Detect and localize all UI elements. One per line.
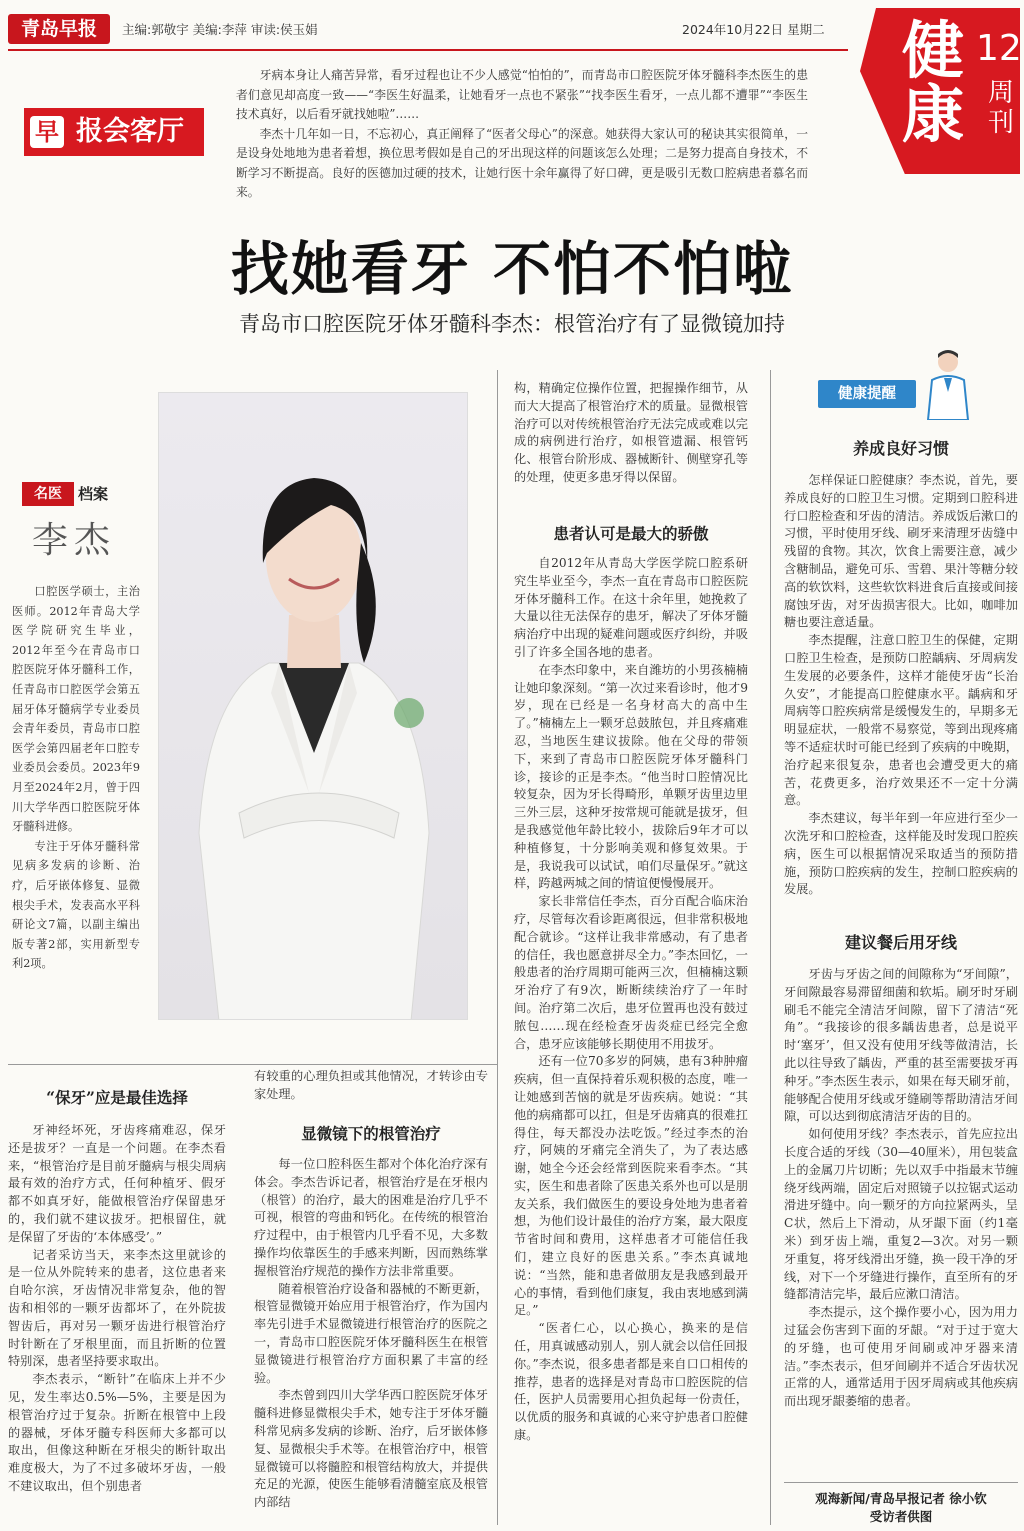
tips-paragraph: 怎样保证口腔健康？李杰说，首先，要养成良好的口腔卫生习惯。定期到口腔科进行口腔检查和牙齿的清洁。养成饭后漱口的习惯，平时使用牙线、刷牙来清理牙齿缝中残留的食物。其次，饮食上需要注意，减少含糖制品，避免可乐、雪碧、果汁等糖分较高的软饮料，这些软饮料进食后直接或间接腐蚀牙齿，对牙齿损害很大。比如，咖啡加糖也要注意适量。 [784, 473, 1018, 630]
newspaper-logo: 青岛早报 [8, 14, 110, 44]
article-column-2 [254, 1156, 488, 1512]
weekly-label: 周刊 [987, 78, 1014, 138]
column-divider [770, 370, 771, 1525]
section-divider [8, 1064, 498, 1065]
health-tips-label: 健康提醒 [818, 380, 916, 408]
subheadline: 青岛市口腔医院牙体牙髓科李杰：根管治疗有了显微镜加持 [239, 312, 785, 336]
article-paragraph: 自2012年从青岛大学医学院口腔系研究生毕业至今，李杰一直在青岛市口腔医院牙体牙髓科工作。在这十余年里，她挽救了大量以往无法保存的患牙，解决了牙体牙髓病治疗中出现的疑难问题或医疗纠纷，并吸引了许多全国各地的患者。 [514, 556, 748, 659]
doctor-portrait-photo [158, 392, 468, 1020]
bio-tag-primary: 名医 [22, 482, 74, 506]
tips-paragraph: 李杰提醒，注意口腔卫生的保健，定期口腔卫生检查，是预防口腔龋病、牙周病发生发展的必要条件，这样才能使牙齿“长治久安”，才能提高口腔健康水平。龋病和牙周病等口腔疾病常是缓慢发生的，早期多无明显症状，一般常不易察觉，等到出现疼痛等不适症状时可能已经到了疾病的中晚期，治疗起来很复杂，患者也会遭受更大的痛苦，花费更多，治疗效果还不一定十分满意。 [784, 633, 1018, 808]
bio-paragraph: 专注于牙体牙髓科常见病多发病的诊断、治疗，后牙嵌体修复、显微根尖手术，发表高水平科研论文7篇，以副主编出版专著2部，实用新型专利2项。 [12, 839, 140, 971]
article-column-3-lead [514, 380, 748, 487]
intro-paragraph: 牙病本身让人痛苦异常，看牙过程也让不少人感觉“怕怕的”，而青岛市口腔医院牙体牙髓科李杰医生的患者们意见却高度一致——“李医生好温柔，让她看牙一点也不紧张”“找李医生看牙，一点儿都不遭罪”“李医生技术真好，以后看牙就找她啦”…… [236, 68, 808, 121]
section-title-keep-tooth: “保牙”应是最佳选择 [46, 1088, 188, 1107]
column-badge-mark: 早 [30, 116, 64, 148]
article-paragraph: 李杰表示，“断针”在临床上并不少见，发生率达0.5%—5%，主要是因为根管治疗过于复杂。折断在根管中上段的器械，牙体牙髓专科医师大多都可以取出，但像这种断在牙根尖的断针取出难度极大，为了不过多破坏牙齿，一般不建议取出，但个别患者 [8, 1372, 226, 1493]
tips-paragraph: 牙齿与牙齿之间的间隙称为“牙间隙”，牙间隙最容易滞留细菌和软垢。刷牙时牙刷刷毛不能完全清洁牙间隙，留下了清洁“死角”。“我接诊的很多龋齿患者，总是说平时‘塞牙’，但又没有使用牙线等做清洁，长此以往导致了龋齿，严重的甚至需要拔牙再种牙。”李杰医生表示，如果在每天刷牙前，能够配合使用牙线或牙缝刷等帮助清洁牙间隙，可以达到彻底清洁牙齿的目的。 [784, 967, 1018, 1124]
intro-paragraph: 李杰十几年如一日，不忘初心，真正阐释了“医者父母心”的深意。她获得大家认可的秘诀其实很简单，一是设身处地地为患者着想，换位思考假如是自己的牙出现这样的问题该怎么处理；二是努力提高自身技术，不断学习不断提高。良好的医德加过硬的技术，让她行医十余年赢得了好口碑，更是吸引无数口腔病患者慕名而来。 [236, 126, 808, 199]
issue-date: 2024年10月22日 星期二 [682, 22, 825, 37]
headline: 找她看牙 不怕不怕啦 [230, 235, 794, 303]
doctor-name: 李杰 [32, 520, 117, 561]
column-divider [497, 370, 498, 1525]
bio-text [12, 582, 140, 974]
article-column-2-lead [254, 1068, 488, 1104]
article-paragraph: 李杰曾到四川大学华西口腔医院牙体牙髓科进修显微根尖手术，她专注于牙体牙髓科常见病多发病的诊断、治疗，后牙嵌体修复、显微根尖手术等。在根管治疗中，根管显微镜可以将髓腔和根管结构放大，并提供充足的光源，使医生能够看清髓室底及根管内部结 [254, 1388, 488, 1510]
editor-credits: 主编:郭敬宇 美编:李萍 审读:侯玉娟 [122, 22, 318, 37]
article-paragraph: 还有一位70多岁的阿姨，患有3种肿瘤疾病，但一直保持着乐观积极的态度，唯一让她感到苦恼的就是牙齿疾病。她说：“其他的病痛都可以扛，但是牙齿痛真的很难扛得住，每天都没办法吃饭。”经过李杰的治疗，阿姨的牙痛完全消失了，为了表达感谢，她全今还会经常到医院来看李杰。“其实，医生和患者除了医患关系外也可以是朋友关系，我们做医生的要设身处地为患者着想，为他们设计最佳的治疗方案，最大限度节省时间和费用，这样患者才可能信任我们，建立良好的医患关系。”李杰真诚地说：“当然，能和患者做朋友是我感到最开心的事情，看到他们康复，我由衷地感到满足。” [514, 1054, 748, 1318]
credit-rule [784, 1482, 1018, 1483]
intro-text [236, 66, 808, 203]
article-paragraph: 每一位口腔科医生都对个体化治疗深有体会。李杰告诉记者，根管治疗是在牙根内（根管）的治疗，最大的困难是治疗几乎不可视，根管的弯曲和钙化。在传统的根管治疗过程中，由于根管内几乎看不见，大多数操作均依靠医生的手感来判断，因而熟练掌握根管治疗规范的操作方法非常重要。 [254, 1157, 488, 1278]
article-paragraph: 有较重的心理负担或其他情况，才转诊由专家处理。 [254, 1069, 488, 1101]
article-paragraph: 家长非常信任李杰，百分百配合临床治疗，尽管每次看诊距离很远，但非常积极地配合就诊。“这样让我非常感动，有了患者的信任，我也愿意拼尽全力。”李杰回忆，一般患者的治疗周期可能两三次，但楠楠这颗牙治疗了有9次，断断续续治疗了一年时间。治疗第二次后，患牙位置再也没有鼓过脓包……现在经检查牙齿炎症已经完全愈合，患牙应该能够长期使用不用拔牙。 [514, 894, 748, 1051]
article-column-1 [8, 1122, 226, 1496]
tips-paragraph: 如何使用牙线？李杰表示，首先应拉出长度合适的牙线（30—40厘米），用包装盒上的金属刀片切断；先以双手中指最末节缠绕牙线两端，固定后对照镜子以拉锯式运动滑进牙缝中。向一颗牙的方向拉紧两头，呈C状，然后上下滑动，从牙龈下面（约1毫米）到牙齿上端，重复2—3次。对另一颗牙重复，将牙线滑出牙缝，换一段干净的牙线，对下一个牙缝进行操作，直至所有的牙缝都清洁完毕，最后应漱口清洁。 [784, 1127, 1018, 1302]
article-paragraph: 构，精确定位操作位置，把握操作细节，从而大大提高了根管治疗术的质量。显微根管治疗可以对传统根管治疗无法完成或难以完成的病例进行治疗，如根管遗漏、根管钙化、根管台阶形成、器械断针、侧壁穿孔等的处理，使更多患牙得以保留。 [514, 381, 748, 484]
masthead-rule [8, 49, 848, 51]
reporter-credit [784, 1490, 1018, 1526]
article-paragraph: “医者仁心，以心换心，换来的是信任，用真诚感动别人，别人就会以信任回报你。”李杰说，很多患者都是来自口口相传的推荐，患者的选择是对青岛市口腔医院的信任，医护人员需要用心担负起每一份责任，以优质的服务和真诚的心来守护患者口腔健康。 [514, 1321, 748, 1443]
photo-credit: 受访者供图 [869, 1509, 933, 1524]
article-paragraph: 记者采访当天，来李杰这里就诊的是一位从外院转来的患者，这位患者来自哈尔滨，牙齿情况非常复杂，他的智齿和相邻的一颗牙齿都坏了，在外院拔智齿后，再对另一颗牙齿进行根管治疗时针断在了牙根里面，而且折断的位置特别深，患者坚持要求取出。 [8, 1247, 226, 1369]
tips-paragraph: 李杰建议，每半年到一年应进行至少一次洗牙和口腔检查，这样能及时发现口腔疾病，医生可以根据情况采取适当的预防措施，预防口腔疾病的发生，控制口腔疾病的发展。 [784, 811, 1018, 897]
tips-column-floss [784, 966, 1018, 1411]
tips-title-floss: 建议餐后用牙线 [844, 933, 957, 952]
section-title-microscope: 显微镜下的根管治疗 [301, 1124, 441, 1143]
section-title-patient-recognition: 患者认可是最大的骄傲 [553, 524, 709, 543]
article-paragraph: 随着根管治疗设备和器械的不断更新，根管显微镜开始应用于根管治疗，作为国内率先引进手术显微镜进行根管治疗的医院之一，青岛市口腔医院牙体牙髓科医生在根管显微镜进行根管治疗方面积累了丰富的经验。 [254, 1281, 488, 1385]
article-paragraph: 在李杰印象中，来自潍坊的小男孩楠楠让她印象深刻。“第一次过来看诊时，他才9岁，现在已经是一名身材高大的高中生了。”楠楠左上一颗牙总鼓脓包，并且疼痛难忍，当地医生建议拔除。他在父母的带领下，来到了青岛市口腔医院牙体牙髓科门诊，接诊的正是李杰。“他当时口腔情况比较复杂，因为牙长得畸形，单颗牙齿里边里三外三层，这种牙按常规可能就是拔牙，但是我感觉他年龄比较小，拔除后9年才可以种植修复，十分影响美观和修复效果。于是，我说我可以试试，咱们尽量保牙。”就这样，跨越两城之间的情谊便慢慢展开。 [514, 662, 748, 891]
article-column-3 [514, 555, 748, 1445]
tips-column-habits [784, 472, 1018, 899]
column-badge-label: 报会客厅 [76, 116, 184, 147]
doctor-illustration-icon [914, 346, 982, 420]
section-title-char-2: 康 [902, 78, 965, 151]
section-title-char-1: 健 [902, 14, 965, 87]
reporter-byline: 观海新闻/青岛早报记者 徐小钦 [815, 1491, 987, 1506]
tips-title-habits: 养成良好习惯 [852, 439, 949, 458]
tips-paragraph: 李杰提示，这个操作要小心，因为用力过猛会伤害到下面的牙龈。“对于过于宽大的牙缝，也可使用牙间刷或冲牙器来清洁。”李杰表示，但牙间刷并不适合牙齿状况正常的人，通常适用于因牙周病或其他疾病而出现牙龈萎缩的患者。 [784, 1305, 1018, 1409]
page-number: 12 [976, 28, 1022, 69]
article-paragraph: 牙神经坏死，牙齿疼痛难忍，保牙还是拔牙？一直是一个问题。在李杰看来，“根管治疗是目前牙髓病与根尖周病最有效的治疗方式，任何种植牙、假牙都不如真牙好，能做根管治疗保留患牙的，我们就不建议拔牙。把根留住，就是保留了牙齿的‘本体感受’。” [8, 1123, 226, 1244]
bio-tag [22, 482, 134, 506]
bio-tag-secondary: 档案 [78, 485, 109, 503]
bio-paragraph: 口腔医学硕士，主治医师。2012年青岛大学医学院研究生毕业，2012年至今在青岛市口腔医院牙体牙髓科工作，任青岛市口腔医学会第五届牙体牙髓病学专业委员会青年委员，青岛市口腔医学会第四届老年口腔专业委员会委员。2023年9月至2024年2月，曾于四川大学华西口腔医院牙体牙髓科进修。 [12, 585, 140, 834]
